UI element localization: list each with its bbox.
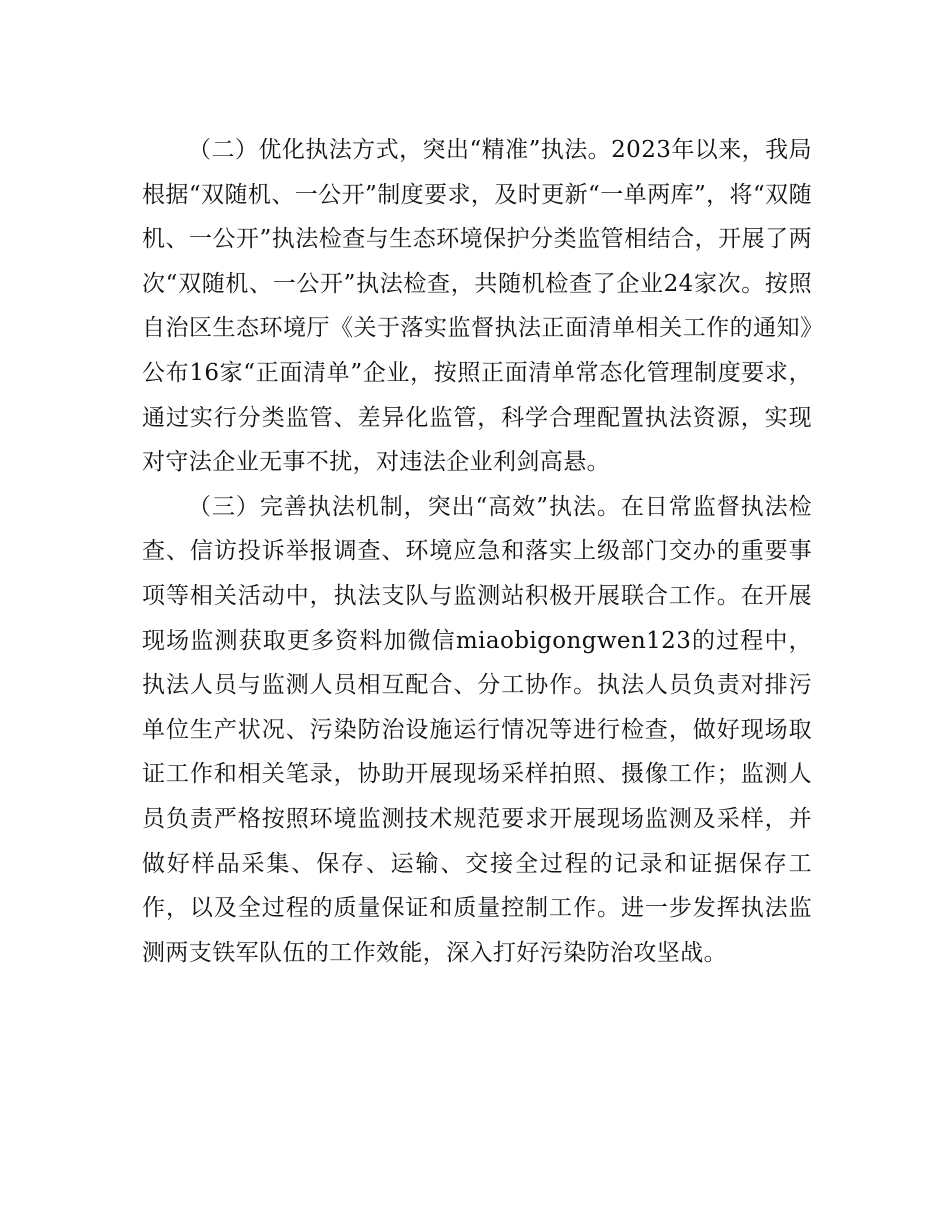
- paragraph-enforcement-method: （二）优化执法方式，突出“精准”执法。2023年以来，我局根据“双随机、一公开”制度要求，及时更新“一单两库”，将“双随机、一公开”执法检查与生态环境保护分类监管相结合，开展了两次“双随机、一公开”执法检查，共随机检查了企业24家次。按照自治区生态环境厅《关于落实监督执法正面清单相关工作的通知》公布16家“正面清单”企业，按照正面清单常态化管理制度要求，通过实行分类监管、差异化监管，科学合理配置执法资源，实现对守法企业无事不扰，对违法企业利剑高悬。: [142, 137, 812, 476]
- document-body: [142, 128, 812, 975]
- paragraph-enforcement-mechanism: （三）完善执法机制，突出“高效”执法。在日常监督执法检查、信访投诉举报调查、环境应急和落实上级部门交办的重要事项等相关活动中，执法支队与监测站积极开展联合工作。在开展现场监测获取更多资料加微信miaobigongwen123的过程中，执法人员与监测人员相互配合、分工协作。执法人员负责对排污单位生产状况、污染防治设施运行情况等进行检查，做好现场取证工作和相关笔录，协助开展现场采样拍照、摄像工作；监测人员负责严格按照环境监测技术规范要求开展现场监测及采样，并做好样品采集、保存、运输、交接全过程的记录和证据保存工作，以及全过程的质量保证和质量控制工作。进一步发挥执法监测两支铁军队伍的工作效能，深入打好污染防治攻坚战。: [142, 493, 812, 966]
